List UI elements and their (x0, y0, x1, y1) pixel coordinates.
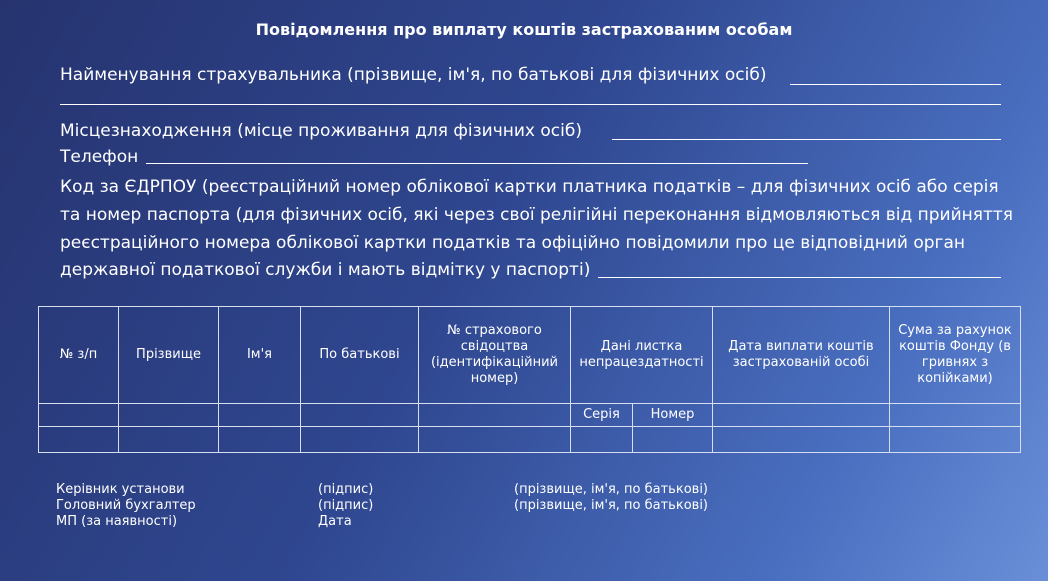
phone-blank[interactable] (146, 163, 808, 164)
footer-name-accountant: (прізвище, ім'я, по батькові) (514, 498, 708, 513)
page-title: Повідомлення про виплату коштів застрахованим особам (255, 20, 793, 39)
header-payment-date: Дата виплати коштів застрахованій особі (713, 307, 890, 404)
phone-label: Телефон (60, 147, 139, 167)
footer-role-accountant: Головний бухгалтер (56, 498, 196, 513)
edrpou-line-1: Код за ЄДРПОУ (реєстраційний номер облікової картки платника податків – для фізичних осіб або серія (60, 177, 999, 197)
insurer-name-blank[interactable] (790, 84, 1001, 85)
table-header-row (39, 307, 1021, 404)
header-num: № з/п (39, 307, 119, 404)
header-name: Ім'я (219, 307, 301, 404)
table-cell[interactable] (301, 404, 419, 427)
table-cell[interactable] (633, 427, 713, 453)
table-cell[interactable] (301, 427, 419, 453)
table-cell[interactable] (713, 427, 890, 453)
edrpou-line-3: реєстраційного номера облікової картки податків та офіційно повідомили про це відповідний орган (60, 233, 966, 253)
table-cell[interactable] (419, 404, 571, 427)
header-certificate: № страхового свідоцтва (ідентифікаційний номер) (419, 307, 571, 404)
location-label: Місцезнаходження (місце проживання для фізичних осіб) (60, 121, 582, 141)
table-row (39, 427, 1021, 453)
header-surname: Прізвище (119, 307, 219, 404)
footer-name-director: (прізвище, ім'я, по батькові) (514, 482, 708, 497)
footer-date: Дата (318, 514, 352, 529)
table-cell[interactable] (39, 404, 119, 427)
table-cell[interactable] (419, 427, 571, 453)
footer-sign-accountant: (підпис) (318, 498, 374, 513)
table-cell[interactable] (219, 427, 301, 453)
edrpou-blank[interactable] (598, 277, 1001, 278)
table-cell[interactable] (890, 427, 1021, 453)
table-cell[interactable] (119, 404, 219, 427)
table-cell[interactable] (219, 404, 301, 427)
table-subheader-row (39, 404, 1021, 427)
header-sick-leave: Дані листка непрацездатності (571, 307, 713, 404)
table-cell[interactable] (713, 404, 890, 427)
edrpou-line-4: державної податкової служби і мають відмітку у паспорті) (60, 260, 591, 280)
table-cell[interactable] (571, 427, 633, 453)
table-cell[interactable] (39, 427, 119, 453)
insurer-name-label: Найменування страхувальника (прізвище, ім'я, по батькові для фізичних осіб) (60, 65, 767, 85)
footer-role-director: Керівник установи (56, 482, 185, 497)
location-blank[interactable] (612, 139, 1001, 140)
footer-role-stamp: МП (за наявності) (56, 514, 178, 529)
table-cell[interactable] (890, 404, 1021, 427)
header-amount: Сума за рахунок коштів Фонду (в гривнях з копійками) (890, 307, 1021, 404)
footer-sign-director: (підпис) (318, 482, 374, 497)
insurer-name-blank-2[interactable] (60, 104, 1001, 105)
table-cell[interactable] (119, 427, 219, 453)
subheader-series: Серія (571, 404, 633, 427)
header-patronymic: По батькові (301, 307, 419, 404)
edrpou-line-2: та номер паспорта (для фізичних осіб, які через свої релігійні переконання відмовляються від прийняття (60, 205, 1013, 225)
subheader-number: Номер (633, 404, 713, 427)
payments-table (38, 306, 1021, 453)
